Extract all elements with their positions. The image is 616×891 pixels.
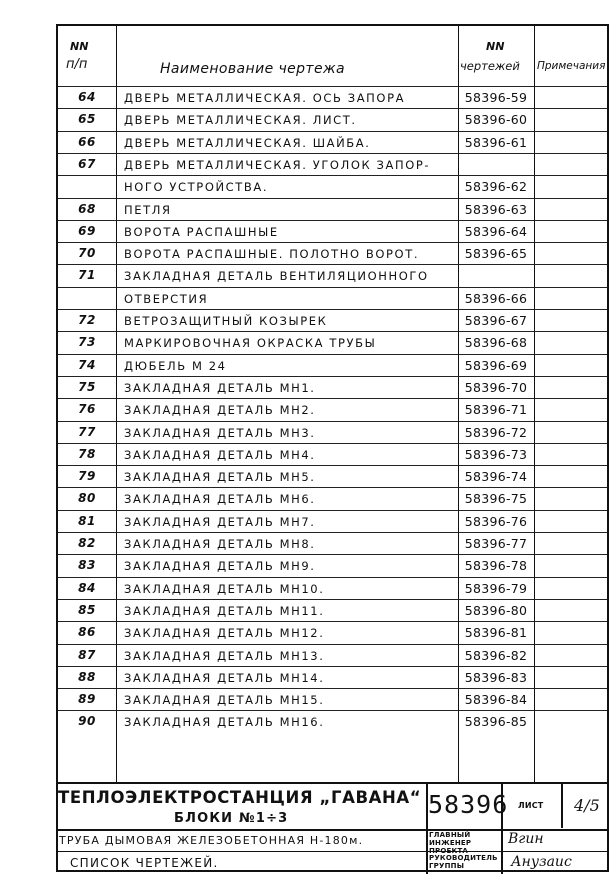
document-code: 58396	[428, 790, 509, 819]
table-row	[58, 220, 607, 242]
header-num-top: NN	[70, 40, 89, 53]
drawing-code: 58396-67	[464, 313, 528, 328]
row-number: 71	[78, 268, 96, 283]
drawing-code: 58396-65	[464, 246, 528, 262]
table-row	[58, 644, 607, 666]
table-row	[58, 666, 607, 688]
title-block	[56, 782, 609, 872]
drawing-name: ДВЕРЬ МЕТАЛЛИЧЕСКАЯ. ЛИСТ.	[124, 113, 357, 128]
table-row	[58, 710, 607, 732]
table-row	[58, 131, 607, 153]
row-number: 69	[78, 223, 96, 238]
row-number: 65	[78, 112, 96, 127]
row-number: 68	[78, 201, 96, 216]
drawing-code: 58396-61	[464, 134, 528, 150]
table-row	[58, 510, 607, 532]
table-row	[58, 198, 607, 220]
drawing-name: ЗАКЛАДНАЯ ДЕТАЛЬ МН13.	[124, 648, 325, 663]
drawing-code: 58396-82	[464, 647, 528, 663]
drawing-code: 58396-80	[464, 602, 528, 618]
drawing-name: ЗАКЛАДНАЯ ДЕТАЛЬ МН8.	[124, 537, 316, 551]
drawing-name: ЗАКЛАДНАЯ ДЕТАЛЬ МН12.	[124, 626, 325, 641]
row-number: 73	[78, 335, 96, 350]
drawing-code: 58396-63	[464, 201, 528, 217]
drawing-code: 58396-83	[464, 669, 528, 685]
drawing-code: 58396-79	[464, 580, 528, 596]
organization-name: ТЕПЛОЭЛЕКТРОСТАНЦИЯ „ГАВАНА“	[58, 788, 422, 807]
row-number: 79	[78, 469, 96, 484]
drawing-name: ЗАКЛАДНАЯ ДЕТАЛЬ МН16.	[124, 715, 325, 730]
drawing-code: 58396-69	[464, 357, 528, 373]
object-name: ТРУБА ДЫМОВАЯ ЖЕЛЕЗОБЕТОННАЯ Н-180м.	[59, 834, 364, 847]
table-row	[58, 465, 607, 487]
drawing-code: 58396-70	[464, 379, 528, 395]
row-number: 81	[78, 513, 96, 528]
row-number: 82	[78, 536, 96, 550]
drawing-name: ЗАКЛАДНАЯ ДЕТАЛЬ МН5.	[124, 470, 316, 485]
row-number: 66	[78, 134, 96, 149]
drawing-name: ЗАКЛАДНАЯ ДЕТАЛЬ МН10.	[124, 581, 325, 596]
table-row	[58, 331, 607, 353]
drawing-code: 58396-72	[464, 424, 528, 440]
sheet-label: ЛИСТ	[518, 801, 544, 810]
signature-group-leader: Анузаис	[511, 854, 572, 870]
drawing-code: 58396-85	[464, 714, 528, 730]
drawing-name: ЗАКЛАДНАЯ ДЕТАЛЬ ВЕНТИЛЯЦИОННОГО	[124, 269, 429, 284]
row-number: 86	[78, 625, 96, 640]
table-row	[58, 264, 607, 286]
sheet-title: СПИСОК ЧЕРТЕЖЕЙ.	[70, 856, 219, 870]
drawing-name: ЗАКЛАДНАЯ ДЕТАЛЬ МН6.	[124, 492, 316, 507]
header-code-bottom: чертежей	[460, 59, 520, 73]
drawing-code: 58396-59	[464, 90, 528, 105]
drawing-name: НОГО УСТРОЙСТВА.	[124, 180, 269, 195]
drawing-code: 58396-64	[464, 223, 528, 239]
drawing-name: ЗАКЛАДНАЯ ДЕТАЛЬ МН9.	[124, 559, 316, 574]
drawing-code: 58396-84	[464, 692, 528, 708]
drawing-name: ВОРОТА РАСПАШНЫЕ	[124, 224, 279, 239]
drawing-code: 58396-77	[464, 536, 528, 551]
role-chief-engineer: ГЛАВНЫЙ ИНЖЕНЕР ПРОЕКТА	[429, 831, 472, 855]
table-row	[58, 688, 607, 710]
sheet-number: 4/5	[574, 796, 600, 815]
table-row	[58, 108, 607, 130]
table-row	[58, 376, 607, 398]
drawing-name: ЗАКЛАДНАЯ ДЕТАЛЬ МН7.	[124, 514, 316, 529]
table-row	[58, 398, 607, 420]
drawing-name: ВОРОТА РАСПАШНЫЕ. ПОЛОТНО ВОРОТ.	[124, 247, 420, 262]
drawing-name: ЗАКЛАДНАЯ ДЕТАЛЬ МН4.	[124, 447, 316, 462]
table-row	[58, 309, 607, 331]
row-number: 64	[78, 90, 96, 104]
drawing-name: ДВЕРЬ МЕТАЛЛИЧЕСКАЯ. ШАЙБА.	[124, 135, 371, 150]
row-number: 84	[78, 580, 96, 595]
table-row	[58, 242, 607, 264]
row-number: 85	[78, 602, 96, 617]
header-num-bottom: п/п	[66, 57, 88, 72]
row-number: 78	[78, 446, 96, 461]
drawing-code: 58396-66	[464, 290, 528, 306]
drawing-name: ДЮБЕЛЬ М 24	[124, 358, 227, 373]
header-name: Наименование чертежа	[160, 61, 345, 77]
table-row	[58, 443, 607, 465]
table-row	[58, 86, 607, 108]
row-number: 90	[78, 714, 96, 729]
drawing-code: 58396-62	[464, 179, 528, 195]
row-number: 88	[78, 669, 96, 684]
drawing-code: 58396-78	[464, 558, 528, 574]
table-row	[58, 554, 607, 576]
signature-chief-engineer: Вгин	[508, 831, 544, 847]
row-number: 70	[78, 246, 96, 261]
drawing-list-table	[56, 24, 609, 872]
row-number: 83	[78, 558, 96, 573]
row-number: 67	[78, 156, 96, 171]
table-row	[58, 287, 607, 309]
drawing-code: 58396-71	[464, 402, 528, 418]
drawing-code: 58396-74	[464, 469, 528, 485]
header-code-top: NN	[486, 40, 505, 53]
row-number: 80	[78, 491, 96, 506]
drawing-name: ЗАКЛАДНАЯ ДЕТАЛЬ МН3.	[124, 425, 316, 440]
table-row	[58, 175, 607, 197]
drawing-name: ЗАКЛАДНАЯ ДЕТАЛЬ МН2.	[124, 403, 316, 418]
table-row	[58, 153, 607, 175]
row-number: 89	[78, 692, 96, 707]
row-number: 76	[78, 402, 96, 417]
row-number: 72	[78, 313, 96, 327]
row-number: 74	[78, 357, 96, 372]
drawing-name: ДВЕРЬ МЕТАЛЛИЧЕСКАЯ. ОСЬ ЗАПОРА	[124, 91, 406, 105]
drawing-code: 58396-73	[464, 446, 528, 462]
title-block-divider	[56, 851, 609, 852]
blocks-label: БЛОКИ №1÷3	[174, 811, 289, 826]
drawing-code: 58396-76	[464, 513, 528, 529]
drawing-code: 58396-68	[464, 335, 528, 351]
row-number: 77	[78, 424, 96, 439]
row-number: 87	[78, 647, 96, 662]
role-group-leader: РУКОВОДИТЕЛЬ ГРУППЫ	[429, 854, 498, 870]
title-block-divider	[561, 784, 563, 828]
drawing-code: 58396-75	[464, 491, 528, 507]
drawing-name: ЗАКЛАДНАЯ ДЕТАЛЬ МН14.	[124, 670, 325, 685]
drawing-name: ПЕТЛЯ	[124, 202, 172, 217]
drawing-name: ДВЕРЬ МЕТАЛЛИЧЕСКАЯ. УГОЛОК ЗАПОР-	[124, 157, 431, 172]
drawing-name: ЗАКЛАДНАЯ ДЕТАЛЬ МН11.	[124, 603, 325, 618]
drawing-name: МАРКИРОВОЧНАЯ ОКРАСКА ТРУБЫ	[124, 336, 377, 351]
table-row	[58, 599, 607, 621]
table-row	[58, 532, 607, 554]
row-number: 75	[78, 379, 96, 394]
drawing-name: ЗАКЛАДНАЯ ДЕТАЛЬ МН1.	[124, 380, 316, 395]
table-row	[58, 621, 607, 643]
table-row	[58, 487, 607, 509]
table-row	[58, 421, 607, 443]
drawing-code: 58396-81	[464, 625, 528, 641]
drawing-name: ОТВЕРСТИЯ	[124, 291, 209, 306]
drawing-code: 58396-60	[464, 112, 528, 128]
drawing-name: ВЕТРОЗАЩИТНЫЙ КОЗЫРЕК	[124, 314, 328, 328]
drawing-name: ЗАКЛАДНАЯ ДЕТАЛЬ МН15.	[124, 693, 325, 708]
header-notes: Примечания	[537, 60, 606, 72]
table-row	[58, 577, 607, 599]
table-row	[58, 354, 607, 376]
